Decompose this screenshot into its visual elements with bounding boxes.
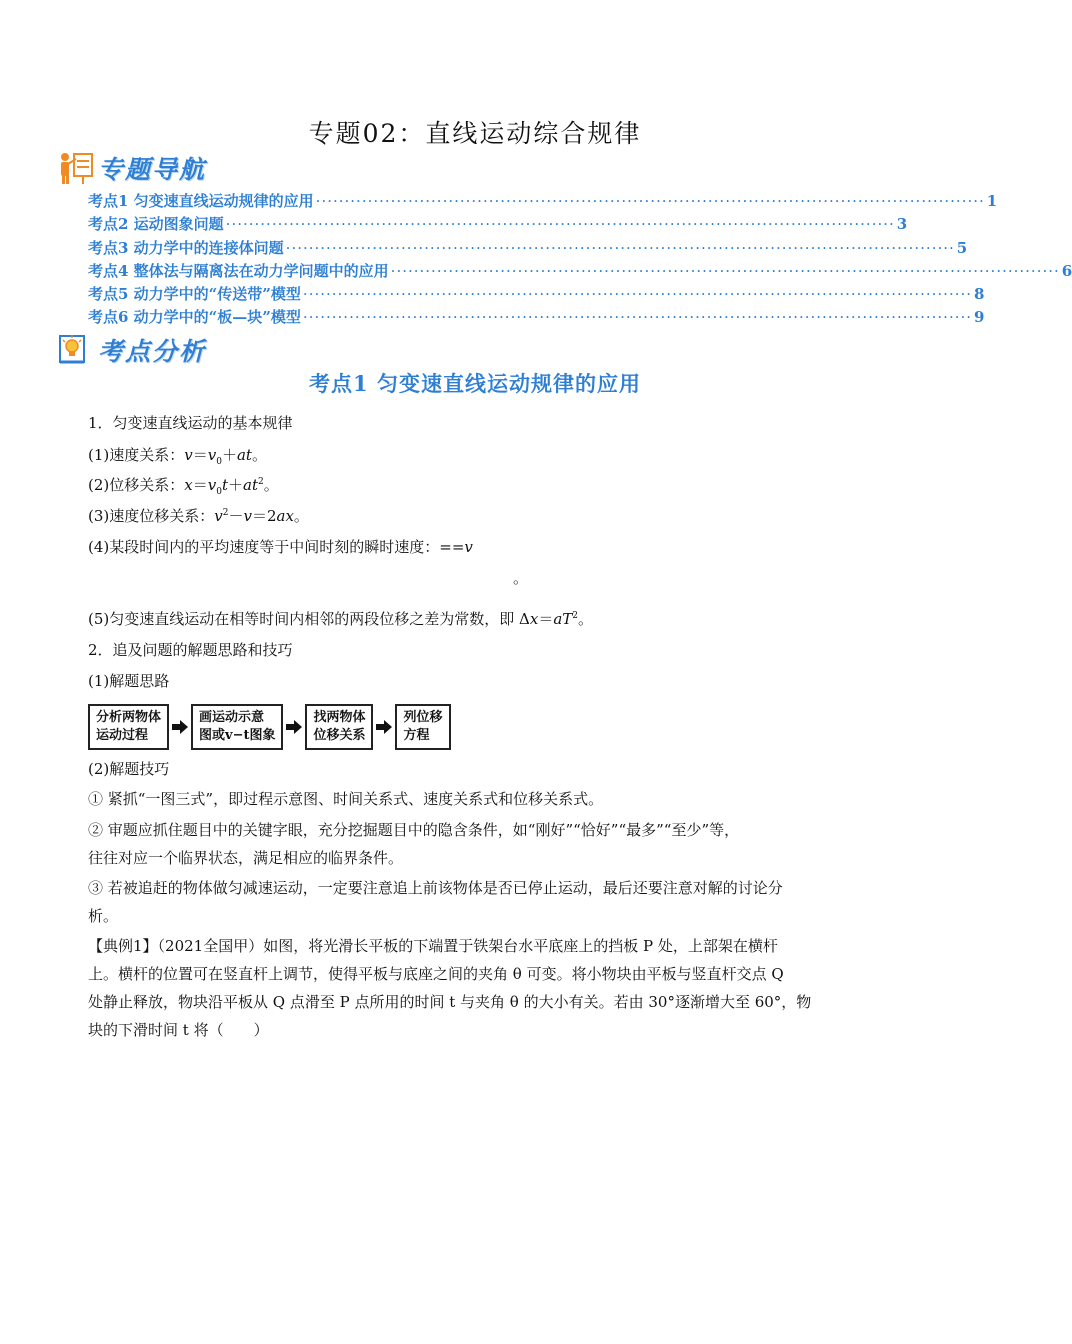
lightbulb-book-icon (58, 334, 94, 366)
technique-2-line2: 往往对应一个临界状态，满足相应的临界条件。 (88, 849, 404, 867)
page-title: 专题02：直线运动综合规律 (308, 119, 642, 148)
technique-3-line1: ③ 若被追赶的物体做匀减速运动，一定要注意追上前该物体是否已停止运动，最后还要注意对解的讨论分 (88, 879, 783, 897)
rule-velocity-displacement: (3)速度位移关系：$v^2-v=2ax$。 (88, 507, 309, 525)
flow-step: 分析两物体 运动过程 (88, 704, 169, 750)
toc-item-page: 8 (974, 285, 985, 304)
toc-leader: ···················································································································· (390, 261, 1060, 280)
table-of-contents (88, 190, 1072, 330)
toc-item-label: 考点6 动力学中的“板—块”模型 (88, 308, 301, 327)
flow-arrow-icon (286, 720, 302, 734)
technique-1: ① 紧抓“一图三式”，即过程示意图、时间关系式、速度关系式和位移关系式。 (88, 790, 604, 808)
toc-item-label: 考点4 整体法与隔离法在动力学问题中的应用 (88, 261, 389, 280)
example-line3: 处静止释放，物块沿平板从 Q 点滑至 P 点所用的时间 t 与夹角 θ 的大小有关。若由 30°逐渐增大至 60°，物 (88, 993, 812, 1011)
heading-basic-rules: 1．匀变速直线运动的基本规律 (88, 414, 293, 432)
toc-item[interactable] (88, 213, 908, 236)
toc-item[interactable] (88, 190, 998, 213)
toc-item-page: 3 (896, 215, 908, 234)
nav-banner (58, 150, 206, 186)
technique-2-line1: ② 审题应抓住题目中的关键字眼，充分挖掘题目中的隐含条件，如“刚好”“恰好”“最多”“至少”等， (88, 821, 740, 839)
toc-leader: ···················································································································· (315, 192, 985, 210)
flow-step: 找两物体 位移关系 (305, 704, 373, 750)
flow-step: 列位移 方程 (395, 704, 450, 750)
flow-arrow-icon (376, 720, 392, 734)
toc-item[interactable] (88, 237, 968, 260)
rule-displacement-difference: (5)匀变速直线运动在相等时间内相邻的两段位移之差为常数，即 $\Delta x=aT^2$。 (88, 610, 594, 628)
rule-velocity: (1)速度关系：$v=v_0+at$。 (88, 446, 267, 467)
toc-item[interactable] (88, 306, 985, 329)
toc-item-page: 1 (986, 192, 998, 210)
toc-leader: ···················································································································· (302, 285, 973, 304)
nav-banner-text: 专题导航 (98, 155, 207, 184)
technique-3-line2: 析。 (88, 907, 119, 925)
toc-item-label: 考点1 匀变速直线运动规律的应用 (88, 192, 314, 210)
example-line2: 上。横杆的位置可在竖直杆上调节，使得平板与底座之间的夹角 θ 可变。将小物块由平板与竖直杆交点 Q (88, 965, 784, 983)
solution-flowchart (88, 704, 451, 750)
toc-leader: ···················································································································· (285, 238, 955, 257)
toc-leader: ···················································································································· (225, 215, 895, 234)
flow-step: 画运动示意 图或v−t图象 (191, 704, 283, 750)
subheading-approach: (1)解题思路 (88, 672, 170, 690)
rule-average-velocity: (4)某段时间内的平均速度等于中间时刻的瞬时速度：==v (88, 538, 473, 556)
example-line4: 块的下滑时间 t 将（ ） (88, 1021, 269, 1039)
toc-item-label: 考点2 运动图象问题 (88, 215, 224, 234)
toc-leader: ···················································································································· (302, 308, 973, 327)
toc-item-page: 9 (974, 308, 985, 327)
toc-item-label: 考点5 动力学中的“传送带”模型 (88, 285, 301, 304)
toc-item[interactable] (88, 283, 985, 306)
rule-average-velocity-end: 。 (513, 569, 529, 587)
toc-item[interactable] (88, 260, 1072, 283)
flow-arrow-icon (172, 720, 188, 734)
teacher-icon (58, 151, 94, 185)
toc-item-label: 考点3 动力学中的连接体问题 (88, 238, 284, 257)
toc-item-page: 5 (956, 238, 968, 257)
heading-pursuit: 2．追及问题的解题思路和技巧 (88, 641, 293, 659)
rule-displacement: (2)位移关系：$x=v_0t+at^2$。 (88, 476, 279, 497)
section-title: 考点1 匀变速直线运动规律的应用 (309, 371, 641, 396)
subheading-techniques: (2)解题技巧 (88, 760, 170, 778)
analysis-banner-text: 考点分析 (98, 337, 207, 366)
example-line1: 【典例1】（2021全国甲）如图，将光滑长平板的下端置于铁架台水平底座上的挡板 P 处，上部架在横杆 (88, 937, 778, 955)
toc-item-page: 6 (1061, 261, 1072, 280)
analysis-banner (58, 332, 206, 368)
